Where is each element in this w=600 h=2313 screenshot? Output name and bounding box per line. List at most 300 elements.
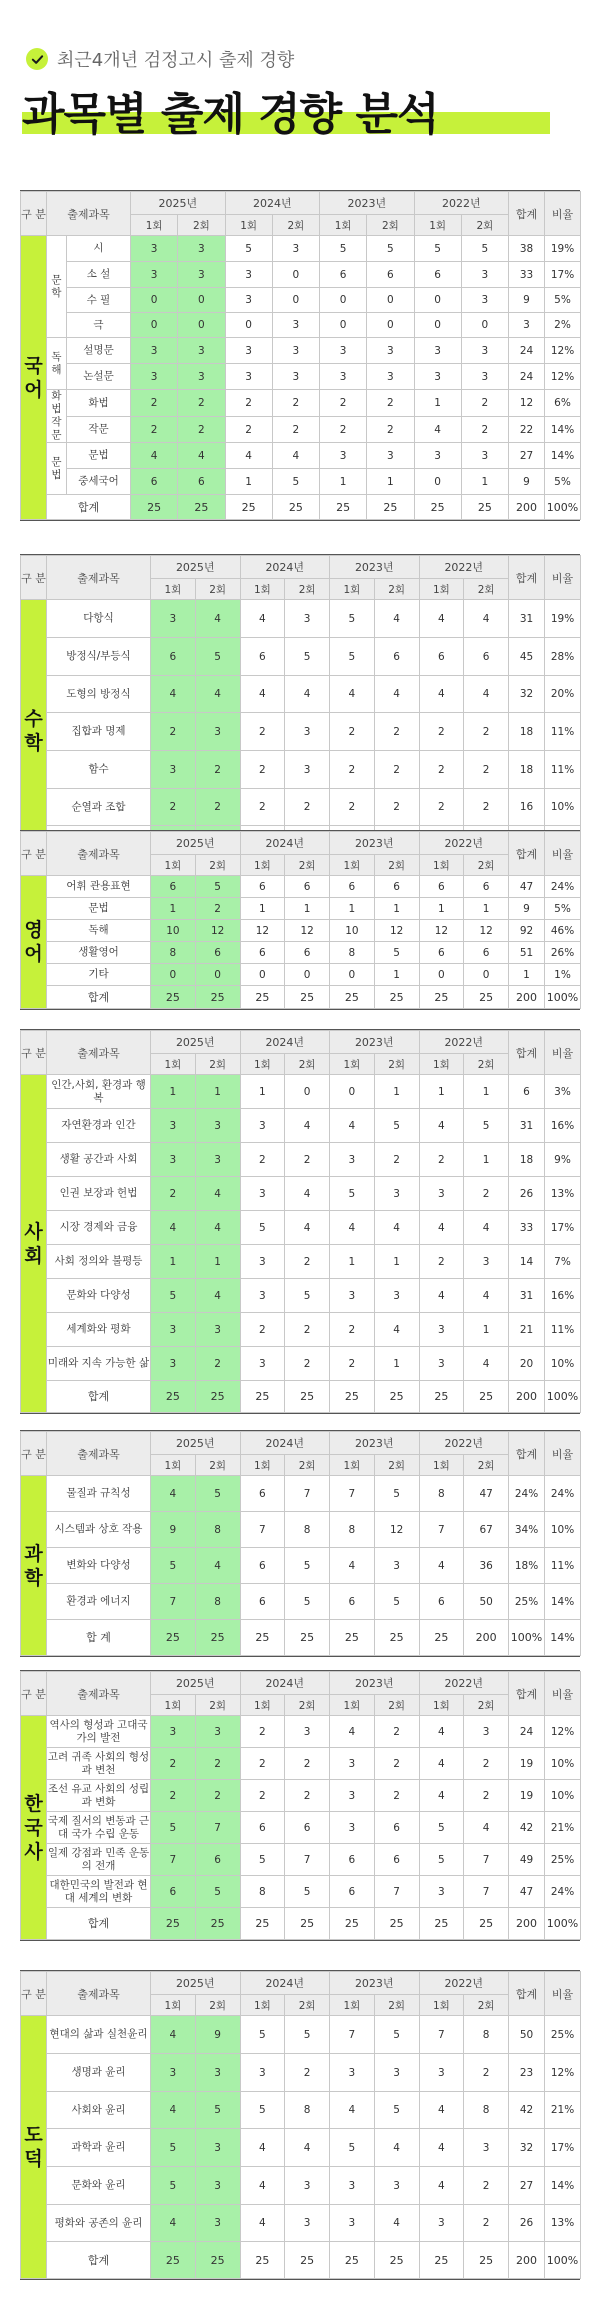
cell-value: 4	[330, 1716, 375, 1748]
cell-value: 2	[285, 1313, 330, 1347]
header-ratio: 비율	[545, 1432, 581, 1476]
cell-value: 4	[285, 1211, 330, 1245]
cell-value: 1	[464, 1313, 509, 1347]
row-label: 조선 유교 사회의 성립과 변화	[47, 1780, 151, 1812]
header-round-1: 1회	[419, 579, 464, 600]
row-ratio: 11%	[545, 1548, 581, 1584]
cell-value: 3	[225, 338, 272, 364]
row-ratio: 10%	[545, 1780, 581, 1812]
cell-value: 2	[131, 417, 178, 443]
header-round-2: 2회	[374, 1054, 419, 1075]
row-ratio: 17%	[545, 1211, 581, 1245]
row-label: 변화와 다양성	[47, 1548, 151, 1584]
header-year: 2022년	[419, 1432, 509, 1455]
header-round-2: 2회	[464, 1995, 509, 2016]
cell-value: 6	[178, 469, 225, 495]
header-round-1: 1회	[151, 1695, 196, 1716]
total-value: 25	[419, 1620, 464, 1656]
cell-value: 2	[240, 1313, 285, 1347]
cell-value: 4	[419, 1279, 464, 1313]
row-total: 18	[509, 713, 545, 751]
cell-value: 4	[285, 676, 330, 713]
cell-value: 4	[419, 2167, 464, 2205]
cell-value: 6	[330, 1844, 375, 1876]
cell-value: 3	[131, 262, 178, 288]
cell-value: 1	[374, 1075, 419, 1109]
cell-value: 8	[464, 2016, 509, 2054]
row-ratio: 1%	[545, 964, 581, 986]
total-label: 합계	[47, 1381, 151, 1413]
row-label: 설명문	[67, 338, 131, 364]
total-value: 25	[240, 1620, 285, 1656]
cell-value: 3	[285, 1716, 330, 1748]
cell-value: 4	[225, 443, 272, 469]
header-round-1: 1회	[419, 1995, 464, 2016]
total-value: 25	[195, 1908, 240, 1940]
cell-value: 4	[419, 1716, 464, 1748]
cell-value: 1	[374, 898, 419, 920]
cell-value: 3	[419, 2054, 464, 2092]
cell-value: 5	[374, 942, 419, 964]
cell-value: 4	[419, 1548, 464, 1584]
row-total: 31	[509, 600, 545, 638]
cell-value: 2	[464, 789, 509, 826]
cell-value: 6	[419, 1584, 464, 1620]
header-year: 2023년	[330, 1672, 420, 1695]
cell-value: 3	[195, 1143, 240, 1177]
total-value: 25	[374, 1381, 419, 1413]
header-year: 2025년	[151, 1031, 241, 1054]
section-4	[20, 1430, 580, 1657]
cell-value: 2	[195, 751, 240, 789]
cell-value: 6	[330, 876, 375, 898]
cell-value: 1	[285, 898, 330, 920]
cell-value: 7	[151, 1584, 196, 1620]
total-value: 25	[330, 1908, 375, 1940]
row-total: 31	[509, 1109, 545, 1143]
cell-value: 3	[419, 1177, 464, 1211]
cell-value: 8	[330, 942, 375, 964]
row-total: 1	[509, 964, 545, 986]
cell-value: 6	[240, 1476, 285, 1512]
cell-value: 5	[151, 1548, 196, 1584]
cell-value: 8	[240, 1876, 285, 1908]
header-row	[21, 1432, 581, 1455]
row-label: 문화와 다양성	[47, 1279, 151, 1313]
header-round-2: 2회	[374, 1695, 419, 1716]
header-round-2: 2회	[374, 855, 419, 876]
cell-value: 4	[285, 1109, 330, 1143]
header-round-1: 1회	[330, 579, 375, 600]
table-row	[21, 1780, 581, 1812]
subject-label	[21, 1476, 47, 1656]
row-label: 자연환경과 인간	[47, 1109, 151, 1143]
cell-value: 6	[240, 638, 285, 676]
total-value: 25	[195, 986, 240, 1009]
cell-value: 1	[330, 1245, 375, 1279]
row-label: 중세국어	[67, 469, 131, 495]
row-total: 24%	[509, 1476, 545, 1512]
header-round-1: 1회	[419, 1455, 464, 1476]
header-category: 구 분	[21, 1972, 47, 2016]
row-label: 함수	[47, 751, 151, 789]
section-2	[20, 830, 580, 1010]
cell-value: 3	[225, 364, 272, 390]
cell-value: 4	[240, 2205, 285, 2242]
cell-value: 5	[374, 1109, 419, 1143]
group-label: 문학	[47, 236, 67, 338]
cell-value: 6	[131, 469, 178, 495]
cell-value: 12	[374, 1512, 419, 1548]
row-label: 순열과 조합	[47, 789, 151, 826]
cell-value: 7	[374, 1876, 419, 1908]
cell-value: 3	[151, 1109, 196, 1143]
cell-value: 4	[151, 2016, 196, 2054]
header-year: 2024년	[240, 832, 330, 855]
header-subject-area: 출제과목	[47, 1972, 151, 2016]
table-row	[21, 1844, 581, 1876]
row-label: 생활 공간과 사회	[47, 1143, 151, 1177]
cell-value: 3	[151, 1143, 196, 1177]
header-year: 2024년	[225, 192, 320, 215]
cell-value: 5	[419, 1844, 464, 1876]
row-ratio: 19%	[545, 236, 581, 262]
header-year: 2022년	[419, 1031, 509, 1054]
cell-value: 5	[151, 1812, 196, 1844]
cell-value: 6	[414, 262, 461, 288]
exam-table	[20, 1971, 581, 2279]
section-6	[20, 1970, 580, 2280]
table-row	[21, 2129, 581, 2167]
total-value: 200	[464, 1620, 509, 1656]
cell-value: 12	[419, 920, 464, 942]
row-total: 42	[509, 2092, 545, 2129]
cell-value: 3	[195, 1313, 240, 1347]
cell-value: 3	[330, 2205, 375, 2242]
row-total: 3	[509, 313, 545, 338]
cell-value: 3	[330, 2054, 375, 2092]
cell-value: 5	[151, 2167, 196, 2205]
header-year: 2025년	[151, 832, 241, 855]
row-label: 미래와 지속 가능한 삶	[47, 1347, 151, 1381]
cell-value: 2	[240, 713, 285, 751]
row-ratio: 21%	[545, 1812, 581, 1844]
row-label: 인권 보장과 헌법	[47, 1177, 151, 1211]
table-row	[21, 1143, 581, 1177]
cell-value: 6	[374, 1812, 419, 1844]
cell-value: 5	[330, 600, 375, 638]
cell-value: 2	[240, 789, 285, 826]
cell-value: 5	[195, 638, 240, 676]
total-value: 25	[285, 1381, 330, 1413]
row-total: 18	[509, 751, 545, 789]
cell-value: 5	[374, 1584, 419, 1620]
cell-value: 6	[419, 638, 464, 676]
header-year: 2024년	[240, 1432, 330, 1455]
row-label: 방정식/부등식	[47, 638, 151, 676]
table-row	[21, 338, 581, 364]
header-total: 합계	[509, 1672, 545, 1716]
cell-value: 7	[240, 1512, 285, 1548]
row-label: 인간,사회, 환경과 행복	[47, 1075, 151, 1109]
cell-value: 3	[414, 364, 461, 390]
cell-value: 4	[272, 443, 319, 469]
section-1	[20, 554, 580, 864]
cell-value: 3	[195, 2129, 240, 2167]
header-year: 2023년	[330, 556, 420, 579]
group-label: 문법	[47, 443, 67, 495]
row-label: 다항식	[47, 600, 151, 638]
cell-value: 5	[367, 236, 414, 262]
row-ratio: 12%	[545, 1716, 581, 1748]
cell-value: 4	[151, 676, 196, 713]
cell-value: 2	[285, 1347, 330, 1381]
header-year: 2022년	[419, 1672, 509, 1695]
header	[0, 0, 600, 148]
row-ratio: 24%	[545, 1876, 581, 1908]
header-category: 구 분	[21, 1031, 47, 1075]
cell-value: 5	[330, 638, 375, 676]
cell-value: 3	[272, 313, 319, 338]
cell-value: 1	[330, 898, 375, 920]
total-value: 25	[374, 986, 419, 1009]
row-ratio: 26%	[545, 942, 581, 964]
cell-value: 6	[464, 638, 509, 676]
cell-value: 2	[151, 713, 196, 751]
total-value: 25	[285, 1620, 330, 1656]
row-label: 과학과 윤리	[47, 2129, 151, 2167]
cell-value: 4	[464, 1279, 509, 1313]
total-value: 25	[285, 2242, 330, 2279]
cell-value: 3	[374, 1177, 419, 1211]
cell-value: 0	[225, 313, 272, 338]
cell-value: 2	[464, 2205, 509, 2242]
cell-value: 1	[367, 469, 414, 495]
table-row	[21, 1748, 581, 1780]
cell-value: 2	[240, 1780, 285, 1812]
header-round-1: 1회	[419, 1054, 464, 1075]
table-row	[21, 898, 581, 920]
cell-value: 5	[195, 876, 240, 898]
cell-value: 2	[464, 713, 509, 751]
total-sum: 200	[509, 1381, 545, 1413]
subtitle: 최근4개년 검정고시 출제 경향	[57, 50, 295, 71]
cell-value: 6	[240, 1812, 285, 1844]
subject-label	[21, 1075, 47, 1413]
cell-value: 67	[464, 1512, 509, 1548]
header-total: 합계	[509, 832, 545, 876]
cell-value: 7	[464, 1844, 509, 1876]
total-value: 25	[464, 986, 509, 1009]
cell-value: 5	[240, 1211, 285, 1245]
table-row	[21, 1716, 581, 1748]
total-row	[21, 1620, 581, 1656]
subject-label	[21, 876, 47, 1009]
cell-value: 3	[461, 338, 508, 364]
cell-value: 6	[464, 942, 509, 964]
cell-value: 2	[151, 1780, 196, 1812]
row-total: 16	[509, 789, 545, 826]
cell-value: 3	[419, 1876, 464, 1908]
cell-value: 4	[330, 1548, 375, 1584]
cell-value: 2	[151, 1177, 196, 1211]
cell-value: 2	[240, 1748, 285, 1780]
row-label: 도형의 방정식	[47, 676, 151, 713]
cell-value: 5	[285, 1876, 330, 1908]
cell-value: 2	[151, 789, 196, 826]
table-row	[21, 288, 581, 313]
cell-value: 2	[374, 789, 419, 826]
cell-value: 3	[330, 1748, 375, 1780]
row-ratio: 11%	[545, 1313, 581, 1347]
row-total: 24	[509, 338, 545, 364]
table-row	[21, 751, 581, 789]
row-label: 극	[67, 313, 131, 338]
subject-name: 한국사	[24, 1792, 43, 1863]
header-total: 합계	[509, 556, 545, 600]
subject-label	[21, 236, 47, 520]
table-row	[21, 713, 581, 751]
row-total: 33	[509, 1211, 545, 1245]
header-round-1: 1회	[151, 1054, 196, 1075]
header-row	[21, 556, 581, 579]
header-total: 합계	[509, 1031, 545, 1075]
cell-value: 4	[195, 676, 240, 713]
cell-value: 1	[151, 1075, 196, 1109]
cell-value: 7	[151, 1844, 196, 1876]
header-round-1: 1회	[151, 579, 196, 600]
row-ratio: 12%	[545, 364, 581, 390]
group-label: 독해	[47, 338, 67, 390]
header-round-2: 2회	[195, 855, 240, 876]
total-sum: 200	[509, 986, 545, 1009]
row-total: 19	[509, 1780, 545, 1812]
cell-value: 2	[419, 1143, 464, 1177]
cell-value: 9	[151, 1512, 196, 1548]
table-row	[21, 313, 581, 338]
cell-value: 5	[461, 236, 508, 262]
cell-value: 6	[240, 876, 285, 898]
cell-value: 2	[195, 898, 240, 920]
exam-table	[20, 1431, 581, 1656]
cell-value: 6	[195, 942, 240, 964]
header-category: 구 분	[21, 1432, 47, 1476]
total-value: 25	[374, 1908, 419, 1940]
cell-value: 3	[461, 288, 508, 313]
table-row	[21, 1584, 581, 1620]
total-label: 합계	[47, 495, 131, 520]
cell-value: 3	[285, 2205, 330, 2242]
total-value: 25	[240, 2242, 285, 2279]
table-row	[21, 2054, 581, 2092]
cell-value: 2	[374, 1716, 419, 1748]
cell-value: 6	[151, 1876, 196, 1908]
total-sum: 200	[509, 1908, 545, 1940]
cell-value: 6	[367, 262, 414, 288]
row-ratio: 10%	[545, 789, 581, 826]
table-row	[21, 676, 581, 713]
row-total: 49	[509, 1844, 545, 1876]
cell-value: 3	[320, 364, 367, 390]
subject-name: 도덕	[24, 2124, 43, 2170]
cell-value: 2	[374, 1748, 419, 1780]
table-row	[21, 1876, 581, 1908]
row-total: 18	[509, 1143, 545, 1177]
header-category: 구 분	[21, 556, 47, 600]
cell-value: 0	[151, 964, 196, 986]
cell-value: 0	[131, 288, 178, 313]
table-row	[21, 1109, 581, 1143]
cell-value: 1	[225, 469, 272, 495]
cell-value: 2	[464, 1177, 509, 1211]
total-row	[21, 1908, 581, 1940]
header-round-2: 2회	[285, 579, 330, 600]
cell-value: 4	[195, 1548, 240, 1584]
table-row	[21, 942, 581, 964]
cell-value: 3	[461, 364, 508, 390]
header-round-2: 2회	[195, 579, 240, 600]
cell-value: 4	[419, 2129, 464, 2167]
cell-value: 4	[374, 600, 419, 638]
cell-value: 3	[330, 1780, 375, 1812]
cell-value: 2	[330, 713, 375, 751]
header-round-1: 1회	[330, 1054, 375, 1075]
row-total: 32	[509, 2129, 545, 2167]
row-total: 25%	[509, 1584, 545, 1620]
cell-value: 7	[419, 1512, 464, 1548]
header-round-2: 2회	[178, 215, 225, 236]
cell-value: 50	[464, 1584, 509, 1620]
cell-value: 1	[195, 1245, 240, 1279]
cell-value: 5	[240, 1844, 285, 1876]
row-label: 시	[67, 236, 131, 262]
row-ratio: 25%	[545, 2016, 581, 2054]
cell-value: 3	[285, 600, 330, 638]
cell-value: 4	[195, 1279, 240, 1313]
cell-value: 2	[240, 1143, 285, 1177]
row-label: 생활영어	[47, 942, 151, 964]
cell-value: 8	[151, 942, 196, 964]
cell-value: 2	[151, 1748, 196, 1780]
row-ratio: 2%	[545, 313, 581, 338]
row-ratio: 14%	[545, 1584, 581, 1620]
total-row	[21, 1381, 581, 1413]
row-total: 45	[509, 638, 545, 676]
cell-value: 2	[195, 1748, 240, 1780]
row-total: 14	[509, 1245, 545, 1279]
cell-value: 4	[195, 1211, 240, 1245]
total-label: 합계	[47, 1908, 151, 1940]
row-label: 어휘 관용표현	[47, 876, 151, 898]
cell-value: 3	[461, 443, 508, 469]
cell-value: 6	[330, 1584, 375, 1620]
cell-value: 3	[240, 1245, 285, 1279]
cell-value: 3	[151, 1347, 196, 1381]
cell-value: 0	[178, 313, 225, 338]
row-ratio: 11%	[545, 713, 581, 751]
table-row	[21, 364, 581, 390]
subject-label	[21, 2016, 47, 2279]
row-total: 24	[509, 364, 545, 390]
cell-value: 3	[374, 1548, 419, 1584]
header-round-2: 2회	[195, 1455, 240, 1476]
cell-value: 3	[151, 751, 196, 789]
row-total: 27	[509, 2167, 545, 2205]
cell-value: 1	[374, 964, 419, 986]
table-row	[21, 1313, 581, 1347]
header-year: 2022년	[419, 832, 509, 855]
cell-value: 4	[419, 600, 464, 638]
